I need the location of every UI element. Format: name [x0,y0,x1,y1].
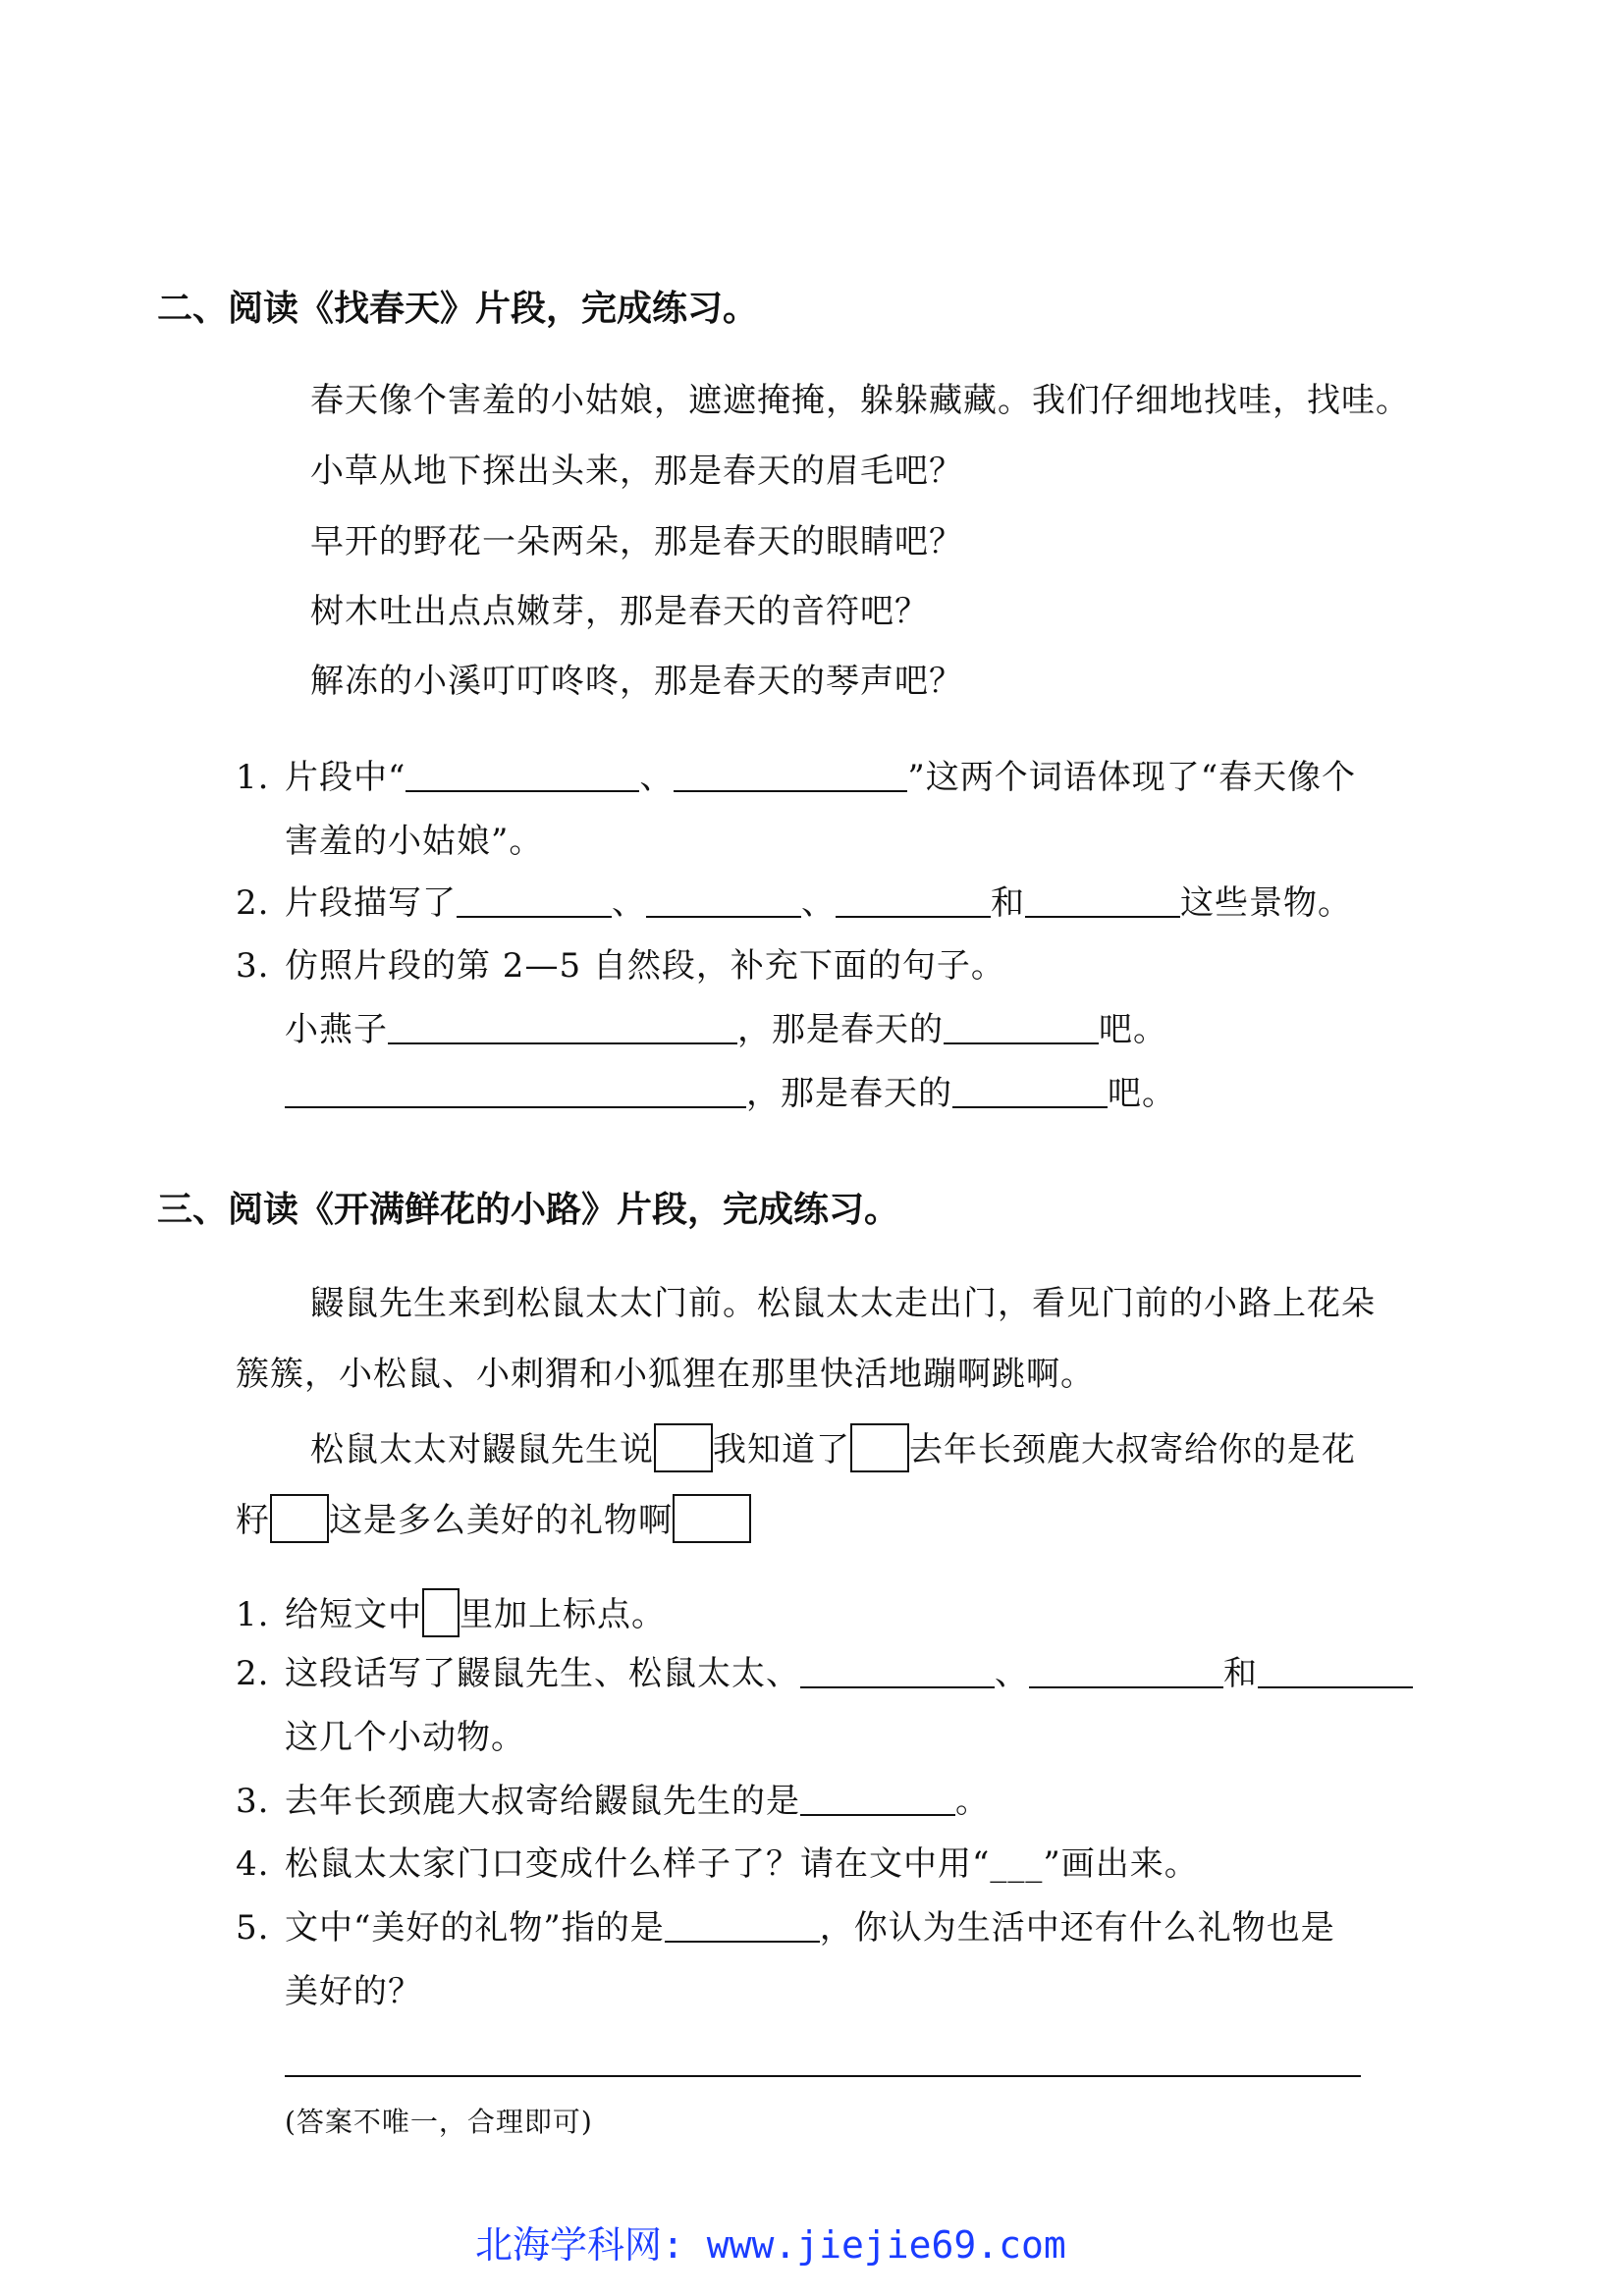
answer-blank[interactable] [665,1911,820,1943]
answer-blank[interactable] [952,1077,1108,1108]
answer-blank[interactable] [836,886,991,918]
question-number: 1. [236,1595,270,1634]
s3-question-2-cont: 这几个小动物。 [285,1718,525,1757]
answer-blank[interactable] [1029,1657,1223,1688]
passage-line-2: 小草从地下探出头来，那是春天的眉毛吧？ [310,452,963,491]
s2-question-3: 3. 仿照片段的第 2—5 自然段，补充下面的句子。 [236,946,1005,986]
answer-blank[interactable] [1025,886,1180,918]
answer-line[interactable] [285,2075,1361,2077]
s3-question-4: 4. 松鼠太太家门口变成什么样子了？请在文中用“___”画出来。 [236,1844,1199,1884]
s2-question-1-cont: 害羞的小姑娘”。 [285,822,544,861]
question-number: 2. [236,1654,270,1693]
passage-line-5: 解冻的小溪叮叮咚咚，那是春天的琴声吧？ [310,662,963,701]
passage-line-3: 早开的野花一朵两朵，那是春天的眼睛吧？ [310,522,963,561]
question-number: 1. [236,758,270,797]
passage-line-1: 春天像个害羞的小姑娘，遮遮掩掩，躲躲藏藏。我们仔细地找哇，找哇。 [310,381,1410,420]
section2-title: 二、阅读《找春天》片段，完成练习。 [157,289,759,329]
answer-blank[interactable] [800,1657,995,1688]
answer-blank[interactable] [944,1013,1099,1044]
answer-blank[interactable] [646,886,801,918]
answer-blank[interactable] [1258,1657,1413,1688]
answer-blank[interactable] [406,761,639,792]
punctuation-box[interactable] [654,1423,713,1472]
footer-website: 北海学科网: www.jiejie69.com [475,2223,1066,2267]
answer-blank[interactable] [285,1077,746,1108]
question-number: 3. [236,946,270,986]
s2-question-3-line-1: 小燕子 ，那是春天的 吧。 [285,1010,1167,1049]
question-number: 3. [236,1782,270,1821]
question-number: 4. [236,1844,270,1884]
s3-question-1: 1. 给短文中 里加上标点。 [236,1588,666,1637]
s3-question-5-cont: 美好的？ [285,1972,422,2011]
s2-question-2: 2. 片段描写了 、 、 和 这些景物。 [236,883,1352,923]
s2-question-3-line-2: ，那是春天的 吧。 [285,1072,1176,1115]
punctuation-box[interactable] [270,1494,329,1543]
s3-question-5: 5. 文中“美好的礼物”指的是 ，你认为生活中还有什么礼物也是 [236,1908,1335,1948]
answer-blank[interactable] [457,886,612,918]
s3-paragraph-1-line-2: 簇簇，小松鼠、小刺猬和小狐狸在那里快活地蹦啊跳啊。 [236,1355,1095,1394]
answer-blank[interactable] [388,1013,737,1044]
answer-blank[interactable] [674,761,907,792]
s2-question-1: 1. 片段中“ 、 ”这两个词语体现了“春天像个 [236,758,1357,797]
question-number: 2. [236,883,270,923]
s3-question-2: 2. 这段话写了鼹鼠先生、松鼠太太、 、 和 [236,1652,1413,1695]
answer-note: (答案不唯一，合理即可) [285,2106,593,2138]
passage-line-4: 树木吐出点点嫩芽，那是春天的音符吧？ [310,592,929,631]
s3-paragraph-2-line-2: 籽 这是多么美好的礼物啊 [236,1494,751,1543]
punctuation-box[interactable] [850,1423,909,1472]
question-number: 5. [236,1908,270,1948]
s3-paragraph-1-line-1: 鼹鼠先生来到松鼠太太门前。松鼠太太走出门，看见门前的小路上花朵 [310,1284,1376,1323]
punctuation-box [422,1588,460,1637]
s3-paragraph-2-line-1: 松鼠太太对鼹鼠先生说 我知道了 去年长颈鹿大叔寄给你的是花 [310,1423,1356,1472]
answer-blank[interactable] [800,1785,955,1816]
section3-title: 三、阅读《开满鲜花的小路》片段，完成练习。 [157,1190,900,1230]
s3-question-3: 3. 去年长颈鹿大叔寄给鼹鼠先生的是 。 [236,1782,990,1821]
punctuation-box[interactable] [673,1494,751,1543]
